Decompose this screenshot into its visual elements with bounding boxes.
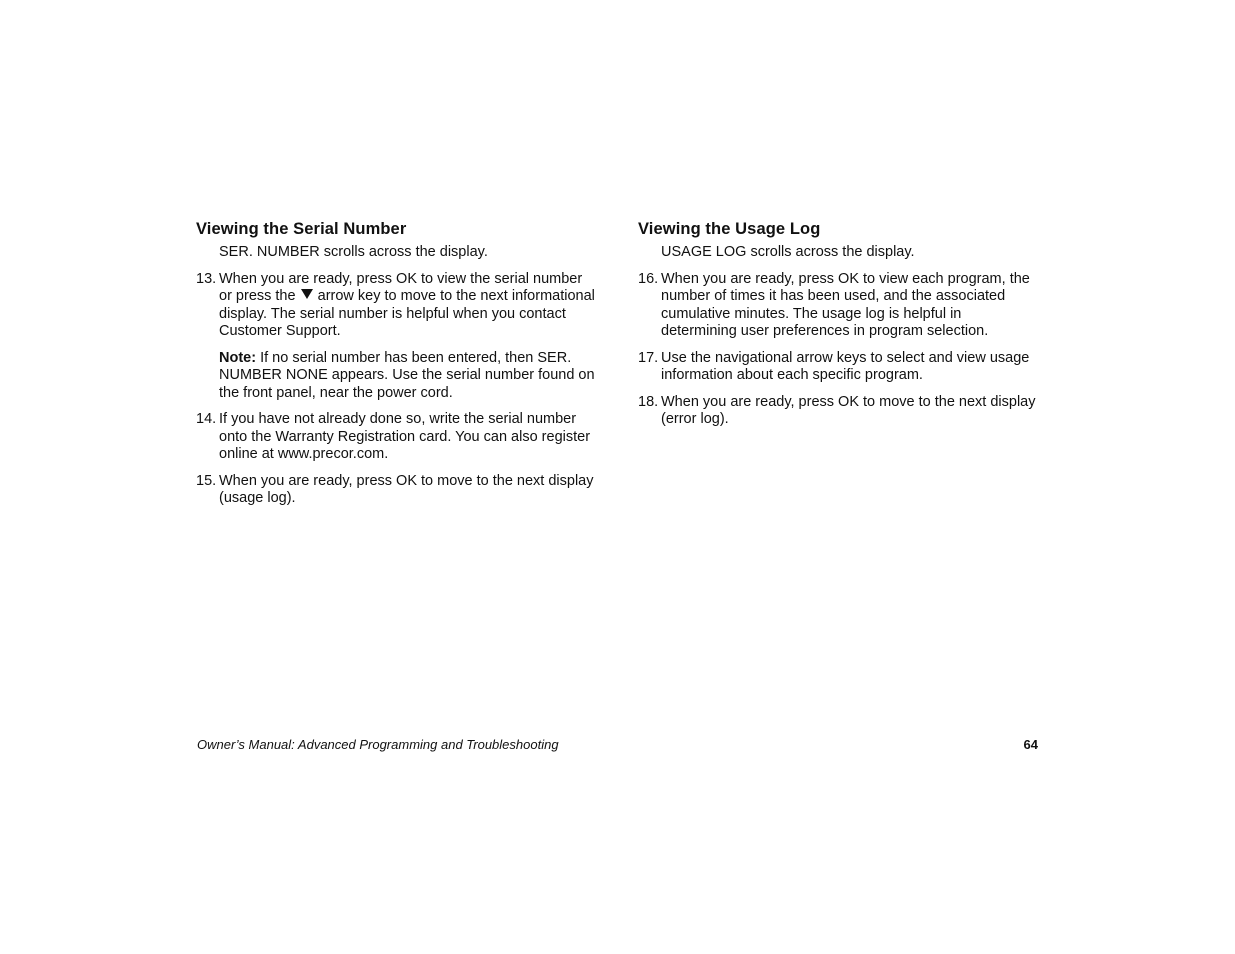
note-paragraph: [219, 350, 596, 403]
page-number: 64: [1023, 737, 1038, 752]
step-text: [219, 271, 596, 341]
usage-log-intro: USAGE LOG scrolls across the display.: [661, 244, 915, 260]
step-15: [196, 473, 596, 508]
step-18: [638, 394, 1038, 429]
step-number: 17.: [638, 349, 659, 366]
step-17: [638, 350, 1038, 385]
step-text: When you are ready, press OK to view each program, the number of times it has been used, and the associated cumulative minutes. The usage log is helpful in determining user preferences in program selection.: [661, 270, 1030, 339]
step-number: 13.: [196, 270, 217, 287]
step-14: [196, 411, 596, 464]
step-text-part: arrow key to move to the next informational display. The serial number is helpful when you contact Customer Support.: [219, 288, 595, 339]
step-text: If you have not already done so, write the serial number onto the Warranty Registration card. You can also register online at www.precor.com.: [219, 411, 591, 462]
step-text: Use the navigational arrow keys to select and view usage information about each specific program.: [661, 349, 1030, 383]
note-text: If no serial number has been entered, then SER. NUMBER NONE appears. Use the serial number found on the front panel, near the power cord.: [219, 349, 595, 401]
step-13: [196, 271, 596, 341]
down-triangle-icon: [301, 289, 313, 299]
step-number: 16.: [638, 270, 659, 287]
usage-log-section: [638, 219, 1038, 429]
step-text: When you are ready, press OK to move to the next display (error log).: [661, 393, 1036, 427]
section-heading-serial-number: Viewing the Serial Number: [196, 220, 407, 238]
step-16: [638, 271, 1038, 341]
note-label: Note:: [219, 349, 257, 366]
serial-number-intro: SER. NUMBER scrolls across the display.: [219, 244, 488, 260]
section-heading-usage-log: Viewing the Usage Log: [638, 220, 821, 238]
step-number: 18.: [638, 393, 659, 410]
step-number: 15.: [196, 472, 217, 489]
step-text: When you are ready, press OK to move to the next display (usage log).: [219, 472, 594, 506]
serial-number-section: [196, 219, 596, 508]
manual-title: Owner’s Manual: Advanced Programming and Troubleshooting: [197, 737, 559, 752]
step-number: 14.: [196, 411, 217, 427]
page-footer: [197, 737, 1038, 753]
step-text-part: When you are ready, press OK to view the serial number or press the: [219, 270, 583, 304]
